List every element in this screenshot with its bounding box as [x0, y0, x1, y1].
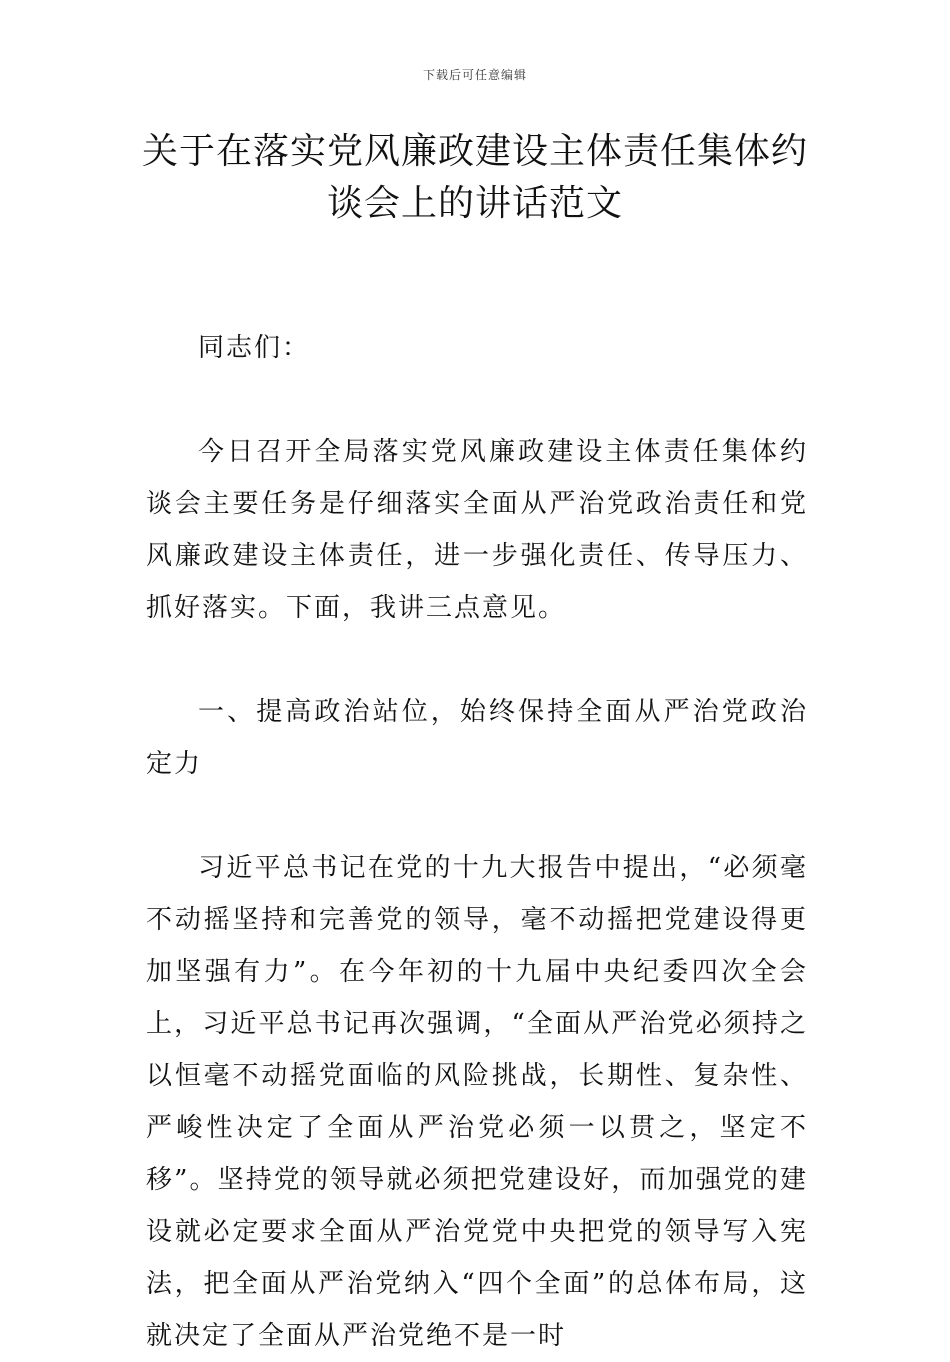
header-note: 下载后可任意编辑: [422, 68, 527, 82]
paragraph-gap: [146, 790, 808, 842]
paragraph-gap: [146, 374, 808, 426]
section-heading-1: 一、提高政治站位，始终保持全面从严治党政治定力: [146, 697, 808, 779]
document-body: [146, 322, 808, 1362]
document-title: 关于在落实党风廉政建设主体责任集体约谈会上的讲话范文: [141, 131, 808, 224]
paragraph-intro: 今日召开全局落实党风廉政建设主体责任集体约谈会主要任务是仔细落实全面从严治党政治责任和党风廉政建设主体责任，进一步强化责任、传导压力、抓好落实。下面，我讲三点意见。: [146, 437, 808, 623]
paragraph-gap: [146, 634, 808, 686]
salutation: 同志们：: [198, 333, 311, 363]
paragraph-section-1: 习近平总书记在党的十九大报告中提出，“必须毫不动摇坚持和完善党的领导，毫不动摇把党建设得更加坚强有力”。在今年初的十九届中央纪委四次全会上，习近平总书记再次强调，“全面从严治党必须持之以恒毫不动摇党面临的风险挑战，长期性、复杂性、严峻性决定了全面从严治党必须一以贯之，坚定不移”。坚持党的领导就必须把党建设好，而加强党的建设就必定要求全面从严治党党中央把党的领导写入宪法，把全面从严治党纳入“四个全面”的总体布局，这就决定了全面从严治党绝不是一时: [146, 853, 808, 1351]
